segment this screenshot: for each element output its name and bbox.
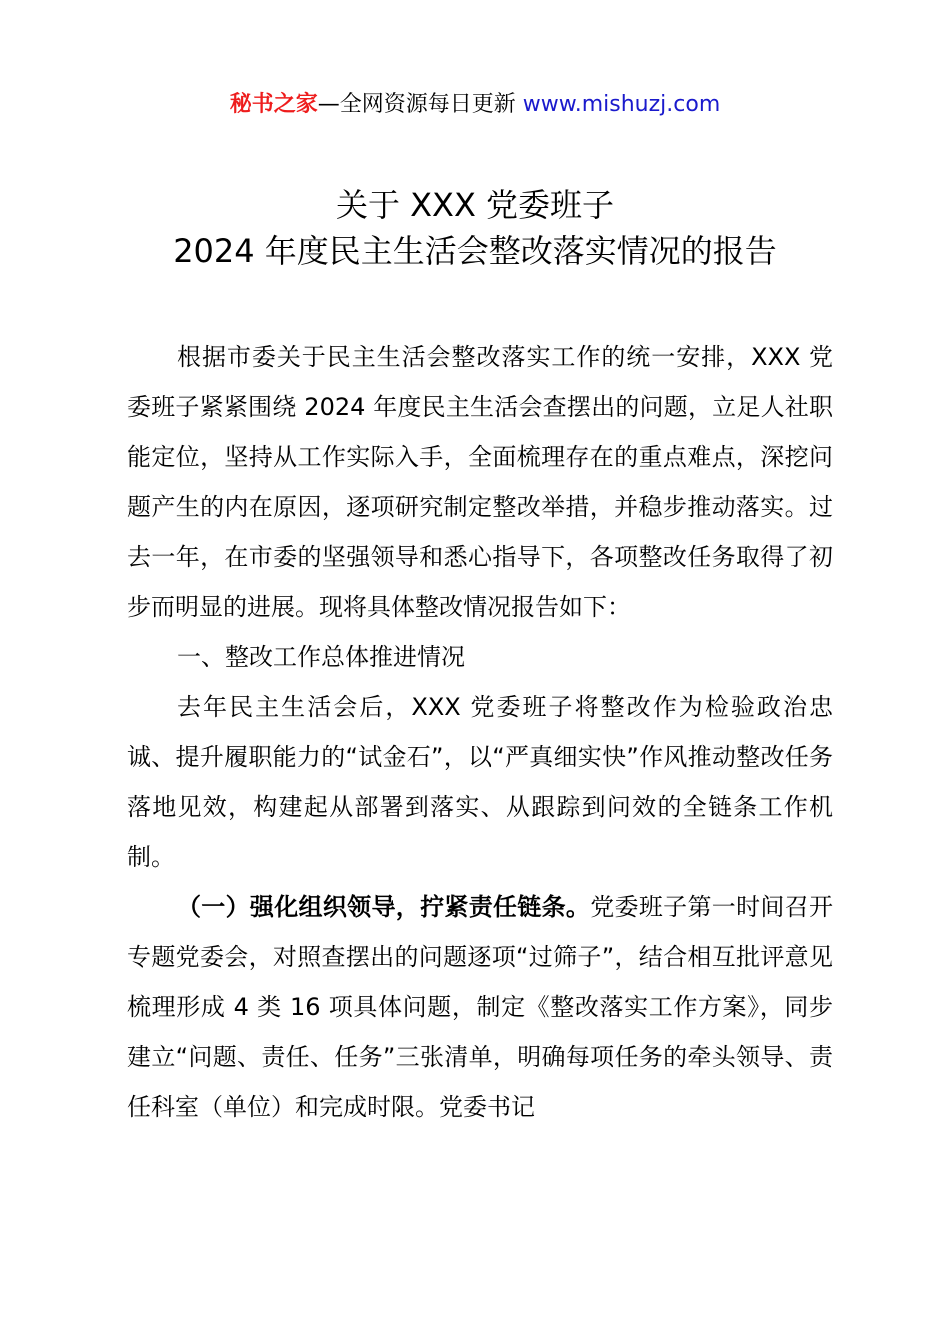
document-title: [0, 182, 950, 274]
paragraph-overview: 去年民主生活会后，XXX 党委班子将整改作为检验政治忠诚、提升履职能力的“试金石”，以“严真细实快”作风推动整改任务落地见效，构建起从部署到落实、从跟踪到问效的全链条工作机制。: [127, 693, 833, 871]
intro-paragraph: 根据市委关于民主生活会整改落实工作的统一安排，XXX 党委班子紧紧围绕 2024 年度民主生活会查摆出的问题，立足人社职能定位，坚持从工作实际入手，全面梳理存在的重点难点，深挖问题产生的内在原因，逐项研究制定整改举措，并稳步推动落实。过去一年，在市委的坚强领导和悉心指导下，各项整改任务取得了初步而明显的进展。现将具体整改情况报告如下：: [127, 343, 833, 621]
paragraph-organization: [127, 882, 833, 1132]
section-heading-1: 一、整改工作总体推进情况: [177, 643, 465, 671]
brand-name: 秘书之家: [229, 92, 318, 117]
site-header: [0, 88, 950, 122]
subsection-text-1: 党委班子第一时间召开专题党委会，对照查摆出的问题逐项“过筛子”，结合相互批评意见梳理形成 4 类 16 项具体问题，制定《整改落实工作方案》，同步建立“问题、责任、任务”三张清单，明确每项任务的牵头领导、责任科室（单位）和完成时限。党委书记: [127, 893, 834, 1121]
header-tagline: —全网资源每日更新: [317, 92, 523, 117]
site-url-link[interactable]: www.mishuzj.com: [522, 92, 721, 117]
title-line-1: 关于 XXX 党委班子: [335, 186, 615, 224]
document-body: [127, 332, 833, 1132]
title-line-2: 2024 年度民主生活会整改落实情况的报告: [173, 232, 777, 270]
subsection-heading-1: （一）强化组织领导，拧紧责任链条。: [177, 893, 591, 921]
